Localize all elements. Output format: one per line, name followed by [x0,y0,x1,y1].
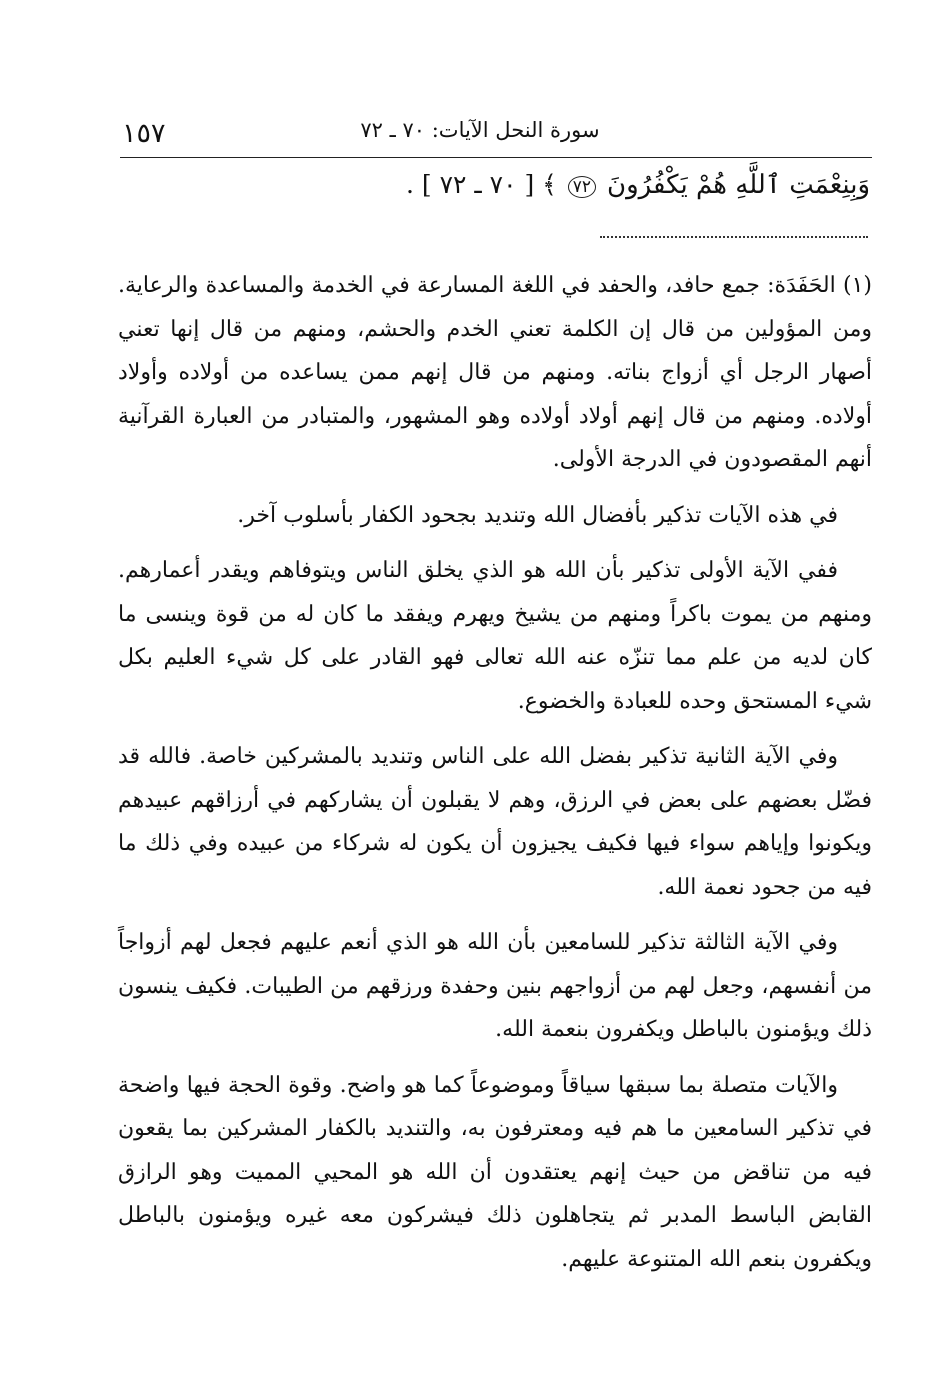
paragraph: ففي الآية الأولى تذكير بأن الله هو الذي يخلق الناس ويتوفاهم ويقدر أعمارهم. ومنهم من يموت باكراً ومنهم من يشيخ ويهرم ويفقد ما كان له من قوة وينسى ما كان لديه من علم مما تنزّه عنه الله تعالى فهو القادر على كل شيء العليم بكل شيء المستحق وحده للعبادة والخضوع. [118,558,872,714]
paragraph: وفي الآية الثالثة تذكير للسامعين بأن الله هو الذي أنعم عليهم فجعل لهم أزواجاً من أنفسهم، وجعل لهم من أزواجهم بنين وحفدة ورزقهم من الطيبات. فكيف ينسون ذلك ويؤمنون بالباطل ويكفرون بنعمة الله. [118,930,872,1042]
paragraph: والآيات متصلة بما سبقها سياقاً وموضوعاً كما هو واضح. وقوة الحجة فيها واضحة في تذكير السامعين ما هم فيه ومعترفون به، والتنديد بالكفار المشركين بما يقعون فيه من تناقض من حيث إنهم يعتقدون أن الله هو المحيي المميت وهو الرازق القابض الباسط المدبر ثم يتجاهلون ذلك فيشركون معه غيره ويؤمنون بالباطل ويكفرون بنعم الله المتنوعة عليهم. [118,1072,872,1272]
paragraph: وفي الآية الثانية تذكير بفضل الله على الناس وتنديد بالمشركين خاصة. فالله قد فضّل بعضهم على بعض في الرزق، وهم لا يقبلون أن يشاركهم في أرزاقهم عبيدهم ويكونوا وإياهم سواء فيها فكيف يجيزون أن يكون له شركاء من عبيده وفي ذلك ما فيه من جحود نعمة الله. [118,744,872,900]
ayah-number-marker: ٧٢ [568,176,596,198]
running-header: سورة النحل الآيات: ٧٠ ـ ٧٢ [360,118,600,142]
verse-reference: ﴾ [ ٧٠ ـ ٧٢ ] . [406,170,557,199]
footnote-separator [600,236,868,248]
verse-text: وَبِنِعْمَتِ ٱللَّهِ هُمْ يَكْفُرُونَ [607,170,870,200]
paragraph: في هذه الآيات تذكير بأفضال الله وتنديد بجحود الكفار بأسلوب آخر. [237,502,838,528]
quran-verse-line [406,170,870,200]
header-rule [120,157,872,158]
page-number: ١٥٧ [122,118,166,149]
main-text [118,264,872,1281]
footnote: (١) الحَفَدَة: جمع حافد، والحفد في اللغة المسارعة في الخدمة والمساعدة والرعاية. ومن المؤولين من قال إن الكلمة تعني الخدم والحشم، ومنهم من قال إنها تعني أصهار الرجل أي أزواج بناته. ومنهم من قال إنهم ممن يساعده من أولاده وأولاد أولاده. ومنهم من قال إنهم أولاد أولاده وهو المشهور، والمتبادر من العبارة القرآنية أنهم المقصودون في الدرجة الأولى. [118,273,872,472]
